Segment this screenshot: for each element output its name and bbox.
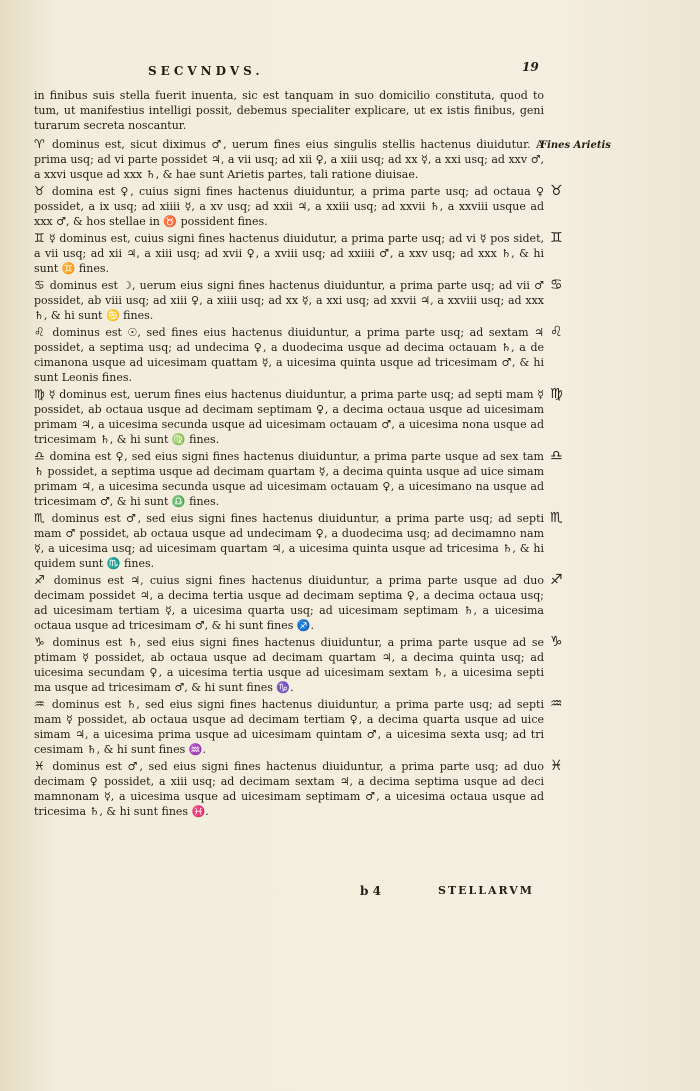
margin-cancer-symbol: ♋ [550, 277, 563, 293]
pisces-symbol: ♓ [34, 759, 47, 773]
cancer-symbol: ♋ [34, 278, 46, 292]
paragraph-text: in finibus suis stella fuerit inuenta, sic est tanquam in suo domicilio constituta, quod to tum, ut manifestius intelligi possit, debemus specialiter explicare, ut ex istis finibus, geni turarum secreta noscantur. [34, 89, 544, 132]
margin-libra-symbol: ♎ [550, 448, 563, 464]
signature-mark: b 4 [360, 884, 381, 898]
paragraph-virgo [34, 386, 563, 447]
libra-symbol: ♎ [34, 449, 46, 463]
page-header [0, 60, 700, 88]
margin-leo-symbol: ♌ [550, 324, 563, 340]
paragraph-cancer [34, 277, 563, 323]
margin-sagittarius-symbol: ♐ [550, 572, 563, 588]
sagittarius-symbol: ♐ [34, 573, 48, 587]
paragraph-text: dominus est ♃, cuius signi fines hactenus diuiduntur, a prima parte usque ad duo decimam possidet ♃, a decima tertia usque ad decimam septima ♀, a decima octaua usq; ad uicesimam tertiam ☿, a uicesima quarta usq; ad uicesimam septimam ♄, a uicesima octaua usque ad tricesimam ♂, & hi sunt fines ♐. [34, 574, 545, 632]
margin-aquarius-symbol: ♒ [550, 696, 563, 712]
page-footer [0, 884, 700, 904]
leo-symbol: ♌ [34, 325, 47, 339]
paragraph-capricorn [34, 634, 563, 695]
margin-taurus-symbol: ♉ [550, 183, 563, 199]
scorpio-symbol: ♏ [34, 511, 47, 525]
paragraph-pisces [34, 758, 563, 819]
paragraph-text: domina est ♀, cuius signi fines hactenus diuiduntur, a prima parte usq; ad octaua ♀ possidet, a ix usq; ad xiiii ☿, a xv usq; ad xxii ♃, a xxiii usq; ad xxvii ♄, a xxviii usque ad xxx ♂, & hos stellae in ♉ possident fines. [34, 185, 545, 228]
paragraph-sagittarius [34, 572, 563, 633]
aries-symbol: ♈ [34, 137, 47, 151]
catchword: STELLARVM [438, 884, 534, 897]
paragraph-text: dominus est ♄, sed eius signi fines hactenus diuiduntur, a prima parte usq; ad septi mam ☿ possidet, ab octaua usque ad decimam tertiam ♀, a decima quarta usque ad uice simam ♃, a uicesima prima usque ad uicesimam quintam ♂, a uicesima sexta usq; ad tri cesimam ♄, & hi sunt fines ♒. [34, 698, 544, 756]
margin-virgo-symbol: ♍ [550, 386, 563, 402]
margin-pisces-symbol: ♓ [550, 758, 563, 774]
paragraph-text: dominus est ☽, uerum eius signi fines hactenus diuiduntur, a prima parte usq; ad vii ♂ possidet, ab viii usq; ad xiii ♀, a xiiii usq; ad xx ☿, a xxi usq; ad xxvii ♃, a xxviii usq; ad xxx ♄, & hi sunt ♋ fines. [34, 279, 545, 322]
paragraph-scorpio [34, 510, 563, 571]
aquarius-symbol: ♒ [34, 697, 47, 711]
margin-capricorn-symbol: ♑ [550, 634, 563, 650]
capricorn-symbol: ♑ [34, 635, 47, 649]
running-head: SECVNDVS. [148, 64, 264, 78]
gemini-symbol: ♊ [34, 231, 46, 245]
margin-note-fines-arietis: Fines Arietis [540, 140, 611, 151]
paragraph-text: ☿ dominus est, uerum fines eius hactenus diuiduntur, a prima parte usq; ad septi mam ☿ possidet, ab octaua usque ad decimam septimam ♀, a decima octaua usque ad uicesimam primam ♃, a uicesima secunda usque ad uicesimam octauam ♂, a uicesima nona usque ad tricesimam ♄, & hi sunt ♍ fines. [34, 388, 545, 446]
taurus-symbol: ♉ [34, 184, 47, 198]
main-text [34, 88, 611, 819]
paragraph-text: dominus est, sicut diximus ♂, uerum fines eius singulis stellis hactenus diuidutur. A prima usq; ad vi parte possidet ♃, a vii usq; ad xii ♀, a xiii usq; ad xx ☿, a xxi usq; ad xxv ♂, a xxvi usque ad xxx ♄, & hae sunt Arietis partes, tali ratione diuisae. [34, 138, 545, 181]
paragraph-intro [34, 88, 544, 133]
paragraph-taurus [34, 183, 563, 229]
paragraph-aries [34, 137, 611, 182]
folio-number: 19 [522, 60, 539, 74]
paragraph-leo [34, 324, 563, 385]
paragraph-text: dominus est ♄, sed eius signi fines hactenus diuiduntur, a prima parte usque ad se ptimam ☿ possidet, ab octaua usque ad decimam quartam ♃, a decima quinta usq; ad uicesima secundam ♀, a uicesima tertia usque ad uicesimam sextam ♄, a uicesima septi ma usque ad tricesimam ♂, & hi sunt fines ♑. [34, 636, 544, 694]
paragraph-text: ☿ dominus est, cuius signi fines hactenus diuidutur, a prima parte usq; ad vi ☿ pos sidet, a vii usq; ad xii ♃, a xiii usq; ad xvii ♀, a xviii usq; ad xxiiii ♂, a xxv usq; ad xxx ♄, & hi sunt ♊ fines. [34, 232, 544, 275]
paragraph-text: dominus est ♂, sed eius signi fines hactenus diuiduntur, a prima parte usq; ad duo decimam ♀ possidet, a xiii usq; ad decimam sextam ♃, a decima septima usque ad deci mamnonam ☿, a uicesima usque ad uicesimam septimam ♂, a uicesima octaua usque ad tricesima ♄, & hi sunt fines ♓. [34, 760, 544, 818]
virgo-symbol: ♍ [34, 387, 45, 401]
paragraph-gemini [34, 230, 563, 276]
margin-scorpio-symbol: ♏ [550, 510, 563, 526]
margin-gemini-symbol: ♊ [550, 230, 563, 246]
paragraph-text: dominus est ♂, sed eius signi fines hactenus diuiduntur, a prima parte usq; ad septi mam ♂ possidet, ab octaua usque ad undecimam ♀, a duodecima usq; ad decimamno nam ☿, a uicesima usq; ad uicesimam quartam ♃, a uicesima quinta usque ad tricesima ♄, & hi quidem sunt ♏ fines. [34, 512, 545, 570]
paragraph-text: dominus est ☉, sed fines eius hactenus diuiduntur, a prima parte usq; ad sextam ♃ possidet, a septima usq; ad undecima ♀, a duodecima usque ad decima octauam ♄, a de cimanona usque ad uicesimam quattam ☿, a uicesima quinta usque ad tricesimam ♂, & hi sunt Leonis fines. [34, 326, 545, 384]
paragraph-aquarius [34, 696, 563, 757]
paragraph-libra [34, 448, 563, 509]
paragraph-text: domina est ♀, sed eius signi fines hactenus diuiduntur, a prima parte usque ad sex tam ♄ possidet, a septima usque ad decimam quartam ☿, a decima quinta usque ad uice simam primam ♃, a uicesima secunda usque ad uicesimam octauam ♀, a uicesimano na usque ad tricesimam ♂, & hi sunt ♎ fines. [34, 450, 544, 508]
